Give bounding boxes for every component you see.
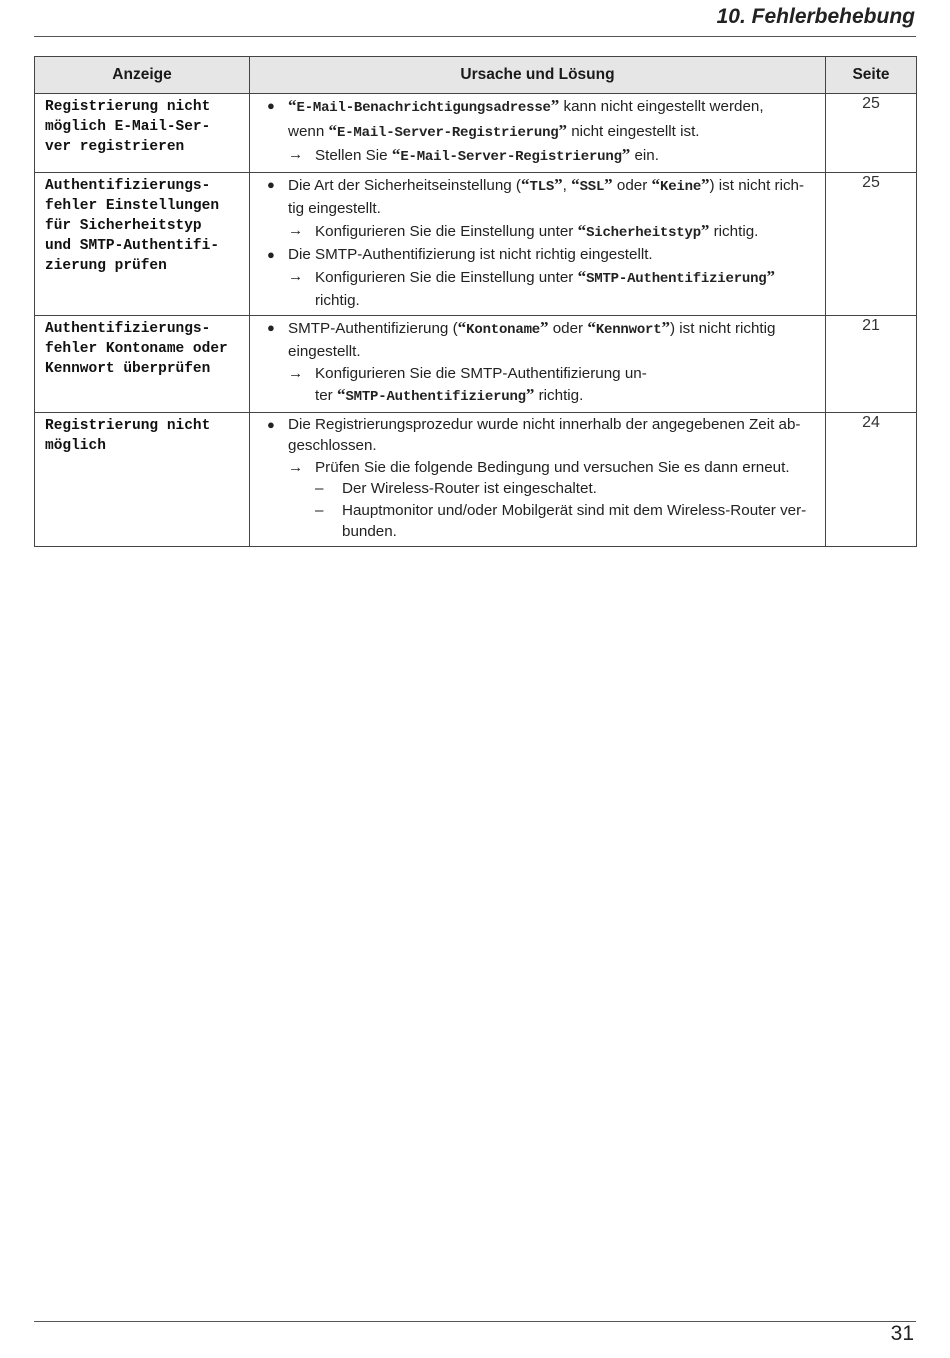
column-header-display: Anzeige bbox=[35, 57, 250, 94]
cause-text: SMTP-Authentifizierung ( bbox=[288, 319, 458, 337]
display-line: möglich bbox=[45, 437, 106, 454]
cause-text: ) ist nicht rich- bbox=[709, 176, 805, 194]
cause-solution-cell bbox=[250, 94, 826, 173]
open-quote: “ bbox=[328, 120, 338, 140]
page-number: 31 bbox=[890, 1322, 914, 1345]
cause-item bbox=[258, 244, 817, 266]
open-quote: “ bbox=[577, 220, 587, 240]
footer-divider bbox=[34, 1321, 916, 1322]
arrow-icon: → bbox=[288, 267, 304, 285]
bullet-icon: ● bbox=[267, 98, 275, 113]
cause-text: Die Art der Sicherheitseinstellung ( bbox=[288, 176, 521, 194]
page-reference: 25 bbox=[826, 172, 917, 315]
arrow-icon: → bbox=[288, 221, 304, 239]
menu-term: Sicherheitstyp bbox=[586, 224, 701, 241]
table-row bbox=[35, 172, 917, 315]
cause-item bbox=[258, 95, 817, 144]
condition-text: Hauptmonitor und/oder Mobilgerät sind mit dem Wireless-Router ver- bbox=[342, 501, 807, 519]
solution-text: Konfigurieren Sie die Einstellung unter bbox=[315, 222, 578, 240]
solution-item bbox=[258, 266, 817, 312]
solution-item bbox=[258, 144, 817, 169]
close-quote: ” bbox=[621, 145, 631, 164]
display-line: ver registrieren bbox=[45, 139, 185, 155]
display-line: und SMTP-Authentifi- bbox=[45, 237, 220, 254]
display-line: Registrierung nicht bbox=[45, 99, 211, 115]
display-line: möglich E-Mail-Ser- bbox=[45, 119, 211, 135]
cause-solution-cell bbox=[250, 412, 826, 546]
page-reference: 24 bbox=[826, 412, 917, 546]
cause-text: kann nicht eingestellt werden, bbox=[559, 98, 764, 115]
menu-term: SMTP-Authentifizierung bbox=[586, 270, 767, 287]
solution-text: Konfigurieren Sie die SMTP-Authentifizierung un- bbox=[315, 364, 647, 382]
bullet-icon: ● bbox=[267, 247, 275, 262]
header-divider bbox=[34, 36, 916, 37]
menu-term: E-Mail-Server-Registrierung bbox=[400, 149, 622, 165]
display-message-cell bbox=[35, 172, 250, 315]
open-quote: “ bbox=[587, 317, 596, 337]
bullet-icon: ● bbox=[267, 176, 275, 192]
menu-term: E-Mail-Benachrichtigungsadresse bbox=[296, 100, 551, 116]
close-quote: ” bbox=[700, 220, 710, 240]
solution-item bbox=[258, 363, 817, 409]
close-quote: ” bbox=[554, 174, 563, 194]
menu-term: E-Mail-Server-Registrierung bbox=[337, 124, 559, 141]
close-quote: ” bbox=[539, 317, 549, 337]
solution-text: richtig. bbox=[315, 292, 360, 309]
display-line: fehler Kontoname oder bbox=[45, 340, 228, 357]
solution-text: richtig. bbox=[534, 387, 584, 404]
bullet-icon: ● bbox=[267, 416, 275, 432]
table-row bbox=[35, 412, 917, 546]
cause-text: , bbox=[562, 176, 572, 194]
cause-text: ) ist nicht richtig bbox=[669, 319, 776, 337]
open-quote: “ bbox=[336, 385, 346, 404]
display-line: für Sicherheitstyp bbox=[45, 217, 202, 234]
arrow-icon: → bbox=[288, 364, 304, 382]
arrow-icon: → bbox=[288, 146, 304, 163]
column-header-cause: Ursache und Lösung bbox=[250, 57, 826, 94]
cause-item bbox=[258, 317, 817, 363]
solution-item bbox=[258, 220, 817, 245]
display-message-cell bbox=[35, 315, 250, 412]
bullet-icon: ● bbox=[267, 319, 275, 335]
display-message-cell bbox=[35, 412, 250, 546]
open-quote: “ bbox=[288, 96, 297, 115]
menu-term: SSL bbox=[579, 178, 605, 195]
cause-text: eingestellt. bbox=[288, 343, 361, 360]
solution-text: ein. bbox=[630, 147, 659, 164]
table-row bbox=[35, 315, 917, 412]
close-quote: ” bbox=[701, 174, 710, 194]
dash-icon: – bbox=[315, 501, 324, 519]
display-line: Kennwort überprüfen bbox=[45, 360, 211, 377]
table-header-row bbox=[35, 57, 917, 94]
page-reference: 21 bbox=[826, 315, 917, 412]
arrow-icon: → bbox=[288, 458, 304, 476]
table-row bbox=[35, 94, 917, 173]
condition-item bbox=[258, 478, 817, 500]
display-message-cell bbox=[35, 94, 250, 173]
condition-text: Der Wireless-Router ist eingeschaltet. bbox=[342, 480, 597, 497]
display-line: fehler Einstellungen bbox=[45, 197, 220, 214]
cause-text: oder bbox=[548, 319, 588, 337]
close-quote: ” bbox=[550, 96, 560, 115]
open-quote: “ bbox=[651, 174, 661, 194]
cause-item bbox=[258, 414, 817, 457]
cause-text: tig eingestellt. bbox=[288, 200, 381, 217]
column-header-page: Seite bbox=[826, 57, 917, 94]
page-reference: 25 bbox=[826, 94, 917, 173]
open-quote: “ bbox=[577, 266, 587, 286]
display-line: zierung prüfen bbox=[45, 257, 167, 274]
close-quote: ” bbox=[604, 174, 613, 194]
cause-text: Die SMTP-Authentifizierung ist nicht richtig eingestellt. bbox=[288, 246, 653, 263]
cause-text: wenn bbox=[288, 122, 329, 140]
close-quote: ” bbox=[525, 385, 535, 404]
cause-item bbox=[258, 174, 817, 220]
troubleshooting-table bbox=[34, 56, 917, 547]
close-quote: ” bbox=[766, 266, 776, 286]
open-quote: “ bbox=[571, 174, 580, 194]
open-quote: “ bbox=[457, 317, 467, 337]
cause-text: Die Registrierungsprozedur wurde nicht innerhalb der angegebenen Zeit ab- bbox=[288, 415, 801, 433]
solution-text: Konfigurieren Sie die Einstellung unter bbox=[315, 268, 578, 286]
display-line: Registrierung nicht bbox=[45, 417, 211, 434]
solution-text: Stellen Sie bbox=[315, 147, 392, 164]
solution-text: richtig. bbox=[709, 222, 759, 240]
menu-term: Kennwort bbox=[595, 321, 662, 338]
display-line: Authentifizierungs- bbox=[45, 320, 211, 337]
cause-text: geschlossen. bbox=[288, 437, 377, 454]
solution-text: ter bbox=[315, 387, 337, 404]
open-quote: “ bbox=[521, 174, 530, 194]
condition-item bbox=[258, 500, 817, 543]
menu-term: SMTP-Authentifizierung bbox=[345, 389, 526, 405]
solution-item bbox=[258, 457, 817, 479]
open-quote: “ bbox=[391, 145, 401, 164]
chapter-title: 10. Fehlerbehebung bbox=[716, 5, 915, 28]
condition-text: bunden. bbox=[342, 523, 397, 540]
cause-text: nicht eingestellt ist. bbox=[566, 122, 700, 140]
display-line: Authentifizierungs- bbox=[45, 177, 211, 194]
close-quote: ” bbox=[661, 317, 670, 337]
dash-icon: – bbox=[315, 480, 324, 497]
menu-term: TLS bbox=[529, 178, 555, 195]
close-quote: ” bbox=[558, 120, 567, 140]
cause-solution-cell bbox=[250, 172, 826, 315]
menu-term: Keine bbox=[660, 178, 702, 195]
solution-text: Prüfen Sie die folgende Bedingung und versuchen Sie es dann erneut. bbox=[315, 458, 790, 476]
cause-text: oder bbox=[612, 176, 652, 194]
menu-term: Kontoname bbox=[466, 321, 540, 338]
cause-solution-cell bbox=[250, 315, 826, 412]
